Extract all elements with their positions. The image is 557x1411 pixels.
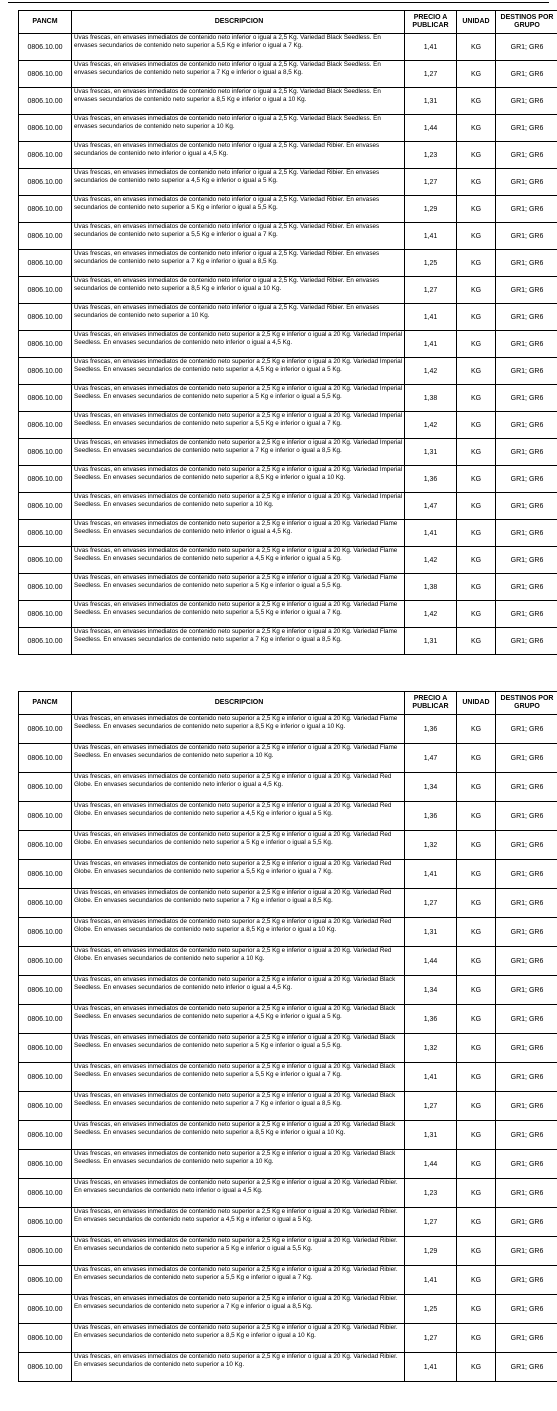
price-cell: 1,23	[405, 142, 457, 169]
table-row	[19, 1237, 557, 1266]
description-cell: Uvas frescas, en envases inmediatos de contenido neto superior a 2,5 Kg e inferior o igual a 20 Kg. Variedad Ribier. En envases secundarios de contenido neto superior a 8,5 Kg e inferior o igual a 10 Kg.	[72, 1324, 405, 1353]
unit-cell: KG	[457, 831, 496, 860]
table-row	[19, 1063, 557, 1092]
destinos-cell: GR1; GR6	[496, 34, 557, 61]
price-cell: 1,44	[405, 947, 457, 976]
description-cell: Uvas frescas, en envases inmediatos de contenido neto superior a 2,5 Kg e inferior o igual a 20 Kg. Variedad Black Seedless. En envases secundarios de contenido neto superior a 10 Kg.	[72, 1150, 405, 1179]
destinos-cell: GR1; GR6	[496, 1179, 557, 1208]
table-row	[19, 61, 557, 88]
destinos-cell: GR1; GR6	[496, 1208, 557, 1237]
price-cell: 1,42	[405, 412, 457, 439]
description-cell: Uvas frescas, en envases inmediatos de contenido neto superior a 2,5 Kg e inferior o igual a 20 Kg. Variedad Red Globe. En envases secundarios de contenido neto superior a 7 Kg e inferior o igual a 8,5 Kg.	[72, 889, 405, 918]
header-precio: PRECIO A PUBLICAR	[405, 692, 457, 715]
table-row	[19, 331, 557, 358]
unit-cell: KG	[457, 142, 496, 169]
table-row	[19, 547, 557, 574]
destinos-cell: GR1; GR6	[496, 331, 557, 358]
destinos-cell: GR1; GR6	[496, 1034, 557, 1063]
table-row	[19, 1295, 557, 1324]
destinos-cell: GR1; GR6	[496, 250, 557, 277]
price-cell: 1,23	[405, 1179, 457, 1208]
pancm-cell: 0806.10.00	[19, 196, 72, 223]
unit-cell: KG	[457, 1353, 496, 1382]
header-precio: PRECIO A PUBLICAR	[405, 11, 457, 34]
table-row	[19, 1208, 557, 1237]
unit-cell: KG	[457, 1179, 496, 1208]
price-cell: 1,47	[405, 744, 457, 773]
description-cell: Uvas frescas, en envases inmediatos de contenido neto superior a 2,5 Kg e inferior o igual a 20 Kg. Variedad Ribier. En envases secundarios de contenido neto superior a 4,5 Kg e inferior o igual a 5 Kg.	[72, 1208, 405, 1237]
table-row	[19, 1092, 557, 1121]
pancm-cell: 0806.10.00	[19, 115, 72, 142]
table-row	[19, 520, 557, 547]
unit-cell: KG	[457, 1266, 496, 1295]
destinos-cell: GR1; GR6	[496, 831, 557, 860]
destinos-cell: GR1; GR6	[496, 223, 557, 250]
unit-cell: KG	[457, 520, 496, 547]
price-cell: 1,36	[405, 715, 457, 744]
description-cell: Uvas frescas, en envases inmediatos de contenido neto superior a 2,5 Kg e inferior o igual a 20 Kg. Variedad Red Globe. En envases secundarios de contenido neto superior a 5,5 Kg e inferior o igual a 7 Kg.	[72, 860, 405, 889]
unit-cell: KG	[457, 547, 496, 574]
destinos-cell: GR1; GR6	[496, 304, 557, 331]
table-row	[19, 88, 557, 115]
pancm-cell: 0806.10.00	[19, 1208, 72, 1237]
description-cell: Uvas frescas, en envases inmediatos de contenido neto superior a 2,5 Kg e inferior o igual a 20 Kg. Variedad Flame Seedless. En envases secundarios de contenido neto superior a 4,5 Kg e inferior o igual a 5 Kg.	[72, 547, 405, 574]
price-cell: 1,31	[405, 918, 457, 947]
price-table-2	[18, 691, 557, 1382]
destinos-cell: GR1; GR6	[496, 1092, 557, 1121]
price-cell: 1,31	[405, 628, 457, 655]
description-cell: Uvas frescas, en envases inmediatos de contenido neto inferior o igual a 2,5 Kg. Variedad Ribier. En envases secundarios de contenido neto superior a 5 Kg e inferior o igual a 5,5 Kg.	[72, 196, 405, 223]
destinos-cell: GR1; GR6	[496, 947, 557, 976]
table-row	[19, 1266, 557, 1295]
header-unidad: UNIDAD	[457, 692, 496, 715]
pancm-cell: 0806.10.00	[19, 412, 72, 439]
pancm-cell: 0806.10.00	[19, 88, 72, 115]
destinos-cell: GR1; GR6	[496, 860, 557, 889]
pancm-cell: 0806.10.00	[19, 466, 72, 493]
description-cell: Uvas frescas, en envases inmediatos de contenido neto superior a 2,5 Kg e inferior o igual a 20 Kg. Variedad Imperial Seedless. En envases secundarios de contenido neto superior a 5,5 Kg e inferior o igual a 7 Kg.	[72, 412, 405, 439]
description-cell: Uvas frescas, en envases inmediatos de contenido neto superior a 2,5 Kg e inferior o igual a 20 Kg. Variedad Red Globe. En envases secundarios de contenido neto superior a 5 Kg e inferior o igual a 5,5 Kg.	[72, 831, 405, 860]
destinos-cell: GR1; GR6	[496, 1150, 557, 1179]
unit-cell: KG	[457, 744, 496, 773]
pancm-cell: 0806.10.00	[19, 628, 72, 655]
unit-cell: KG	[457, 773, 496, 802]
table-row	[19, 277, 557, 304]
unit-cell: KG	[457, 1063, 496, 1092]
header-pancm: PANCM	[19, 692, 72, 715]
description-cell: Uvas frescas, en envases inmediatos de contenido neto inferior o igual a 2,5 Kg. Variedad Black Seedless. En envases secundarios de contenido neto superior a 5,5 Kg e inferior o igual a 7 Kg.	[72, 34, 405, 61]
unit-cell: KG	[457, 115, 496, 142]
unit-cell: KG	[457, 466, 496, 493]
destinos-cell: GR1; GR6	[496, 547, 557, 574]
description-cell: Uvas frescas, en envases inmediatos de contenido neto inferior o igual a 2,5 Kg. Variedad Ribier. En envases secundarios de contenido neto superior a 8,5 Kg e inferior o igual a 10 Kg.	[72, 277, 405, 304]
pancm-cell: 0806.10.00	[19, 773, 72, 802]
description-cell: Uvas frescas, en envases inmediatos de contenido neto inferior o igual a 2,5 Kg. Variedad Black Seedless. En envases secundarios de contenido neto superior a 7 Kg e inferior o igual a 8,5 Kg.	[72, 61, 405, 88]
pancm-cell: 0806.10.00	[19, 277, 72, 304]
pancm-cell: 0806.10.00	[19, 547, 72, 574]
table-row	[19, 976, 557, 1005]
description-cell: Uvas frescas, en envases inmediatos de contenido neto superior a 2,5 Kg e inferior o igual a 20 Kg. Variedad Imperial Seedless. En envases secundarios de contenido neto superior a 10 Kg.	[72, 493, 405, 520]
price-cell: 1,41	[405, 304, 457, 331]
header-destinos: DESTINOS POR GRUPO	[496, 11, 557, 34]
destinos-cell: GR1; GR6	[496, 1237, 557, 1266]
unit-cell: KG	[457, 918, 496, 947]
description-cell: Uvas frescas, en envases inmediatos de contenido neto superior a 2,5 Kg e inferior o igual a 20 Kg. Variedad Flame Seedless. En envases secundarios de contenido neto superior a 8,5 Kg e inferior o igual a 10 Kg.	[72, 715, 405, 744]
table-row	[19, 385, 557, 412]
description-cell: Uvas frescas, en envases inmediatos de contenido neto inferior o igual a 2,5 Kg. Variedad Ribier. En envases secundarios de contenido neto superior a 5,5 Kg e inferior o igual a 7 Kg.	[72, 223, 405, 250]
description-cell: Uvas frescas, en envases inmediatos de contenido neto superior a 2,5 Kg e inferior o igual a 20 Kg. Variedad Black Seedless. En envases secundarios de contenido neto superior a 5,5 Kg e inferior o igual a 7 Kg.	[72, 1063, 405, 1092]
price-cell: 1,44	[405, 115, 457, 142]
unit-cell: KG	[457, 169, 496, 196]
pancm-cell: 0806.10.00	[19, 1266, 72, 1295]
pancm-cell: 0806.10.00	[19, 223, 72, 250]
table-row	[19, 1034, 557, 1063]
pancm-cell: 0806.10.00	[19, 250, 72, 277]
destinos-cell: GR1; GR6	[496, 61, 557, 88]
destinos-cell: GR1; GR6	[496, 1295, 557, 1324]
pancm-cell: 0806.10.00	[19, 802, 72, 831]
table-row	[19, 773, 557, 802]
header-unidad: UNIDAD	[457, 11, 496, 34]
description-cell: Uvas frescas, en envases inmediatos de contenido neto superior a 2,5 Kg e inferior o igual a 20 Kg. Variedad Flame Seedless. En envases secundarios de contenido neto inferior o igual a 4,5 Kg.	[72, 520, 405, 547]
destinos-cell: GR1; GR6	[496, 277, 557, 304]
table-row	[19, 1150, 557, 1179]
pancm-cell: 0806.10.00	[19, 34, 72, 61]
description-cell: Uvas frescas, en envases inmediatos de contenido neto superior a 2,5 Kg e inferior o igual a 20 Kg. Variedad Red Globe. En envases secundarios de contenido neto inferior o igual a 4,5 Kg.	[72, 773, 405, 802]
price-cell: 1,41	[405, 520, 457, 547]
price-cell: 1,36	[405, 1005, 457, 1034]
table-row	[19, 831, 557, 860]
description-cell: Uvas frescas, en envases inmediatos de contenido neto inferior o igual a 2,5 Kg. Variedad Black Seedless. En envases secundarios de contenido neto superior a 8,5 Kg e inferior o igual a 10 Kg.	[72, 88, 405, 115]
description-cell: Uvas frescas, en envases inmediatos de contenido neto inferior o igual a 2,5 Kg. Variedad Ribier. En envases secundarios de contenido neto inferior o igual a 4,5 Kg.	[72, 142, 405, 169]
table-row	[19, 1324, 557, 1353]
unit-cell: KG	[457, 1208, 496, 1237]
table-row	[19, 34, 557, 61]
unit-cell: KG	[457, 802, 496, 831]
price-cell: 1,42	[405, 358, 457, 385]
unit-cell: KG	[457, 715, 496, 744]
price-cell: 1,29	[405, 196, 457, 223]
table-row	[19, 574, 557, 601]
description-cell: Uvas frescas, en envases inmediatos de contenido neto superior a 2,5 Kg e inferior o igual a 20 Kg. Variedad Ribier. En envases secundarios de contenido neto superior a 7 Kg e inferior o igual a 8,5 Kg.	[72, 1295, 405, 1324]
description-cell: Uvas frescas, en envases inmediatos de contenido neto superior a 2,5 Kg e inferior o igual a 20 Kg. Variedad Imperial Seedless. En envases secundarios de contenido neto superior a 8,5 Kg e inferior o igual a 10 Kg.	[72, 466, 405, 493]
pancm-cell: 0806.10.00	[19, 331, 72, 358]
price-cell: 1,34	[405, 773, 457, 802]
description-cell: Uvas frescas, en envases inmediatos de contenido neto superior a 2,5 Kg e inferior o igual a 20 Kg. Variedad Flame Seedless. En envases secundarios de contenido neto superior a 5,5 Kg e inferior o igual a 7 Kg.	[72, 601, 405, 628]
unit-cell: KG	[457, 1150, 496, 1179]
destinos-cell: GR1; GR6	[496, 466, 557, 493]
pancm-cell: 0806.10.00	[19, 493, 72, 520]
unit-cell: KG	[457, 61, 496, 88]
unit-cell: KG	[457, 1237, 496, 1266]
destinos-cell: GR1; GR6	[496, 1324, 557, 1353]
unit-cell: KG	[457, 223, 496, 250]
description-cell: Uvas frescas, en envases inmediatos de contenido neto superior a 2,5 Kg e inferior o igual a 20 Kg. Variedad Black Seedless. En envases secundarios de contenido neto superior a 8,5 Kg e inferior o igual a 10 Kg.	[72, 1121, 405, 1150]
header-descripcion: DESCRIPCION	[72, 692, 405, 715]
price-cell: 1,25	[405, 1295, 457, 1324]
description-cell: Uvas frescas, en envases inmediatos de contenido neto superior a 2,5 Kg e inferior o igual a 20 Kg. Variedad Imperial Seedless. En envases secundarios de contenido neto superior a 7 Kg e inferior o igual a 8,5 Kg.	[72, 439, 405, 466]
price-cell: 1,25	[405, 250, 457, 277]
destinos-cell: GR1; GR6	[496, 115, 557, 142]
price-cell: 1,27	[405, 1324, 457, 1353]
price-cell: 1,41	[405, 34, 457, 61]
table-row	[19, 744, 557, 773]
destinos-cell: GR1; GR6	[496, 412, 557, 439]
description-cell: Uvas frescas, en envases inmediatos de contenido neto inferior o igual a 2,5 Kg. Variedad Black Seedless. En envases secundarios de contenido neto superior a 10 Kg.	[72, 115, 405, 142]
pancm-cell: 0806.10.00	[19, 976, 72, 1005]
table-row	[19, 1005, 557, 1034]
table-row	[19, 223, 557, 250]
price-cell: 1,34	[405, 976, 457, 1005]
table-row	[19, 358, 557, 385]
description-cell: Uvas frescas, en envases inmediatos de contenido neto superior a 2,5 Kg e inferior o igual a 20 Kg. Variedad Imperial Seedless. En envases secundarios de contenido neto superior a 4,5 Kg e inferior o igual a 5 Kg.	[72, 358, 405, 385]
unit-cell: KG	[457, 385, 496, 412]
description-cell: Uvas frescas, en envases inmediatos de contenido neto superior a 2,5 Kg e inferior o igual a 20 Kg. Variedad Ribier. En envases secundarios de contenido neto superior a 5 Kg e inferior o igual a 5,5 Kg.	[72, 1237, 405, 1266]
destinos-cell: GR1; GR6	[496, 744, 557, 773]
table-row	[19, 628, 557, 655]
pancm-cell: 0806.10.00	[19, 1092, 72, 1121]
price-cell: 1,38	[405, 574, 457, 601]
unit-cell: KG	[457, 1005, 496, 1034]
destinos-cell: GR1; GR6	[496, 1005, 557, 1034]
table-row	[19, 169, 557, 196]
description-cell: Uvas frescas, en envases inmediatos de contenido neto superior a 2,5 Kg e inferior o igual a 20 Kg. Variedad Imperial Seedless. En envases secundarios de contenido neto inferior o igual a 4,5 Kg.	[72, 331, 405, 358]
destinos-cell: GR1; GR6	[496, 889, 557, 918]
table-row	[19, 601, 557, 628]
description-cell: Uvas frescas, en envases inmediatos de contenido neto superior a 2,5 Kg e inferior o igual a 20 Kg. Variedad Ribier. En envases secundarios de contenido neto superior a 10 Kg.	[72, 1353, 405, 1382]
pancm-cell: 0806.10.00	[19, 601, 72, 628]
price-table-1	[18, 10, 557, 655]
destinos-cell: GR1; GR6	[496, 88, 557, 115]
destinos-cell: GR1; GR6	[496, 1266, 557, 1295]
destinos-cell: GR1; GR6	[496, 1063, 557, 1092]
description-cell: Uvas frescas, en envases inmediatos de contenido neto superior a 2,5 Kg e inferior o igual a 20 Kg. Variedad Red Globe. En envases secundarios de contenido neto superior a 10 Kg.	[72, 947, 405, 976]
destinos-cell: GR1; GR6	[496, 715, 557, 744]
destinos-cell: GR1; GR6	[496, 628, 557, 655]
table-row	[19, 250, 557, 277]
price-cell: 1,27	[405, 1092, 457, 1121]
table-row	[19, 439, 557, 466]
pancm-cell: 0806.10.00	[19, 169, 72, 196]
destinos-cell: GR1; GR6	[496, 802, 557, 831]
unit-cell: KG	[457, 947, 496, 976]
price-cell: 1,41	[405, 223, 457, 250]
price-cell: 1,27	[405, 1208, 457, 1237]
price-cell: 1,41	[405, 331, 457, 358]
pancm-cell: 0806.10.00	[19, 520, 72, 547]
unit-cell: KG	[457, 1034, 496, 1063]
description-cell: Uvas frescas, en envases inmediatos de contenido neto superior a 2,5 Kg e inferior o igual a 20 Kg. Variedad Black Seedless. En envases secundarios de contenido neto superior a 5 Kg e inferior o igual a 5,5 Kg.	[72, 1034, 405, 1063]
table-header-row	[19, 11, 557, 34]
table-row	[19, 918, 557, 947]
unit-cell: KG	[457, 628, 496, 655]
pancm-cell: 0806.10.00	[19, 1034, 72, 1063]
table-row	[19, 860, 557, 889]
description-cell: Uvas frescas, en envases inmediatos de contenido neto superior a 2,5 Kg e inferior o igual a 20 Kg. Variedad Flame Seedless. En envases secundarios de contenido neto superior a 5 Kg e inferior o igual a 5,5 Kg.	[72, 574, 405, 601]
destinos-cell: GR1; GR6	[496, 976, 557, 1005]
price-cell: 1,27	[405, 889, 457, 918]
description-cell: Uvas frescas, en envases inmediatos de contenido neto inferior o igual a 2,5 Kg. Variedad Ribier. En envases secundarios de contenido neto superior a 7 Kg e inferior o igual a 8,5 Kg.	[72, 250, 405, 277]
price-cell: 1,27	[405, 277, 457, 304]
pancm-cell: 0806.10.00	[19, 1005, 72, 1034]
pancm-cell: 0806.10.00	[19, 860, 72, 889]
price-cell: 1,32	[405, 1034, 457, 1063]
price-cell: 1,36	[405, 466, 457, 493]
description-cell: Uvas frescas, en envases inmediatos de contenido neto superior a 2,5 Kg e inferior o igual a 20 Kg. Variedad Red Globe. En envases secundarios de contenido neto superior a 4,5 Kg e inferior o igual a 5 Kg.	[72, 802, 405, 831]
unit-cell: KG	[457, 860, 496, 889]
table-row	[19, 1353, 557, 1382]
pancm-cell: 0806.10.00	[19, 1121, 72, 1150]
table-row	[19, 715, 557, 744]
destinos-cell: GR1; GR6	[496, 142, 557, 169]
unit-cell: KG	[457, 34, 496, 61]
unit-cell: KG	[457, 976, 496, 1005]
pancm-cell: 0806.10.00	[19, 918, 72, 947]
description-cell: Uvas frescas, en envases inmediatos de contenido neto superior a 2,5 Kg e inferior o igual a 20 Kg. Variedad Black Seedless. En envases secundarios de contenido neto inferior o igual a 4,5 Kg.	[72, 976, 405, 1005]
destinos-cell: GR1; GR6	[496, 439, 557, 466]
destinos-cell: GR1; GR6	[496, 493, 557, 520]
description-cell: Uvas frescas, en envases inmediatos de contenido neto superior a 2,5 Kg e inferior o igual a 20 Kg. Variedad Ribier. En envases secundarios de contenido neto superior a 5,5 Kg e inferior o igual a 7 Kg.	[72, 1266, 405, 1295]
pancm-cell: 0806.10.00	[19, 831, 72, 860]
unit-cell: KG	[457, 277, 496, 304]
unit-cell: KG	[457, 88, 496, 115]
table-row	[19, 412, 557, 439]
table-row	[19, 947, 557, 976]
table-row	[19, 142, 557, 169]
pancm-cell: 0806.10.00	[19, 1150, 72, 1179]
description-cell: Uvas frescas, en envases inmediatos de contenido neto superior a 2,5 Kg e inferior o igual a 20 Kg. Variedad Imperial Seedless. En envases secundarios de contenido neto superior a 5 Kg e inferior o igual a 5,5 Kg.	[72, 385, 405, 412]
description-cell: Uvas frescas, en envases inmediatos de contenido neto superior a 2,5 Kg e inferior o igual a 20 Kg. Variedad Ribier. En envases secundarios de contenido neto inferior o igual a 4,5 Kg.	[72, 1179, 405, 1208]
price-cell: 1,32	[405, 831, 457, 860]
pancm-cell: 0806.10.00	[19, 574, 72, 601]
destinos-cell: GR1; GR6	[496, 385, 557, 412]
table-row	[19, 115, 557, 142]
unit-cell: KG	[457, 250, 496, 277]
price-cell: 1,41	[405, 1353, 457, 1382]
description-cell: Uvas frescas, en envases inmediatos de contenido neto inferior o igual a 2,5 Kg. Variedad Ribier. En envases secundarios de contenido neto superior a 4,5 Kg e inferior o igual a 5 Kg.	[72, 169, 405, 196]
table-row	[19, 196, 557, 223]
description-cell: Uvas frescas, en envases inmediatos de contenido neto superior a 2,5 Kg e inferior o igual a 20 Kg. Variedad Flame Seedless. En envases secundarios de contenido neto superior a 10 Kg.	[72, 744, 405, 773]
pancm-cell: 0806.10.00	[19, 61, 72, 88]
price-cell: 1,41	[405, 1266, 457, 1295]
unit-cell: KG	[457, 304, 496, 331]
table-row	[19, 493, 557, 520]
pancm-cell: 0806.10.00	[19, 1353, 72, 1382]
top-rule	[8, 2, 549, 3]
pancm-cell: 0806.10.00	[19, 744, 72, 773]
destinos-cell: GR1; GR6	[496, 358, 557, 385]
table-row	[19, 304, 557, 331]
price-cell: 1,27	[405, 61, 457, 88]
price-cell: 1,27	[405, 169, 457, 196]
destinos-cell: GR1; GR6	[496, 196, 557, 223]
price-cell: 1,29	[405, 1237, 457, 1266]
destinos-cell: GR1; GR6	[496, 169, 557, 196]
table-row	[19, 1121, 557, 1150]
price-cell: 1,47	[405, 493, 457, 520]
destinos-cell: GR1; GR6	[496, 1353, 557, 1382]
pancm-cell: 0806.10.00	[19, 1237, 72, 1266]
pancm-cell: 0806.10.00	[19, 715, 72, 744]
pancm-cell: 0806.10.00	[19, 1063, 72, 1092]
unit-cell: KG	[457, 196, 496, 223]
pancm-cell: 0806.10.00	[19, 1324, 72, 1353]
unit-cell: KG	[457, 493, 496, 520]
unit-cell: KG	[457, 1092, 496, 1121]
header-destinos: DESTINOS POR GRUPO	[496, 692, 557, 715]
destinos-cell: GR1; GR6	[496, 601, 557, 628]
table-header-row	[19, 692, 557, 715]
pancm-cell: 0806.10.00	[19, 889, 72, 918]
description-cell: Uvas frescas, en envases inmediatos de contenido neto inferior o igual a 2,5 Kg. Variedad Ribier. En envases secundarios de contenido neto superior a 10 Kg.	[72, 304, 405, 331]
table-row	[19, 802, 557, 831]
price-cell: 1,31	[405, 1121, 457, 1150]
header-pancm: PANCM	[19, 11, 72, 34]
pancm-cell: 0806.10.00	[19, 439, 72, 466]
price-cell: 1,36	[405, 802, 457, 831]
pancm-cell: 0806.10.00	[19, 142, 72, 169]
table-row	[19, 466, 557, 493]
description-cell: Uvas frescas, en envases inmediatos de contenido neto superior a 2,5 Kg e inferior o igual a 20 Kg. Variedad Red Globe. En envases secundarios de contenido neto superior a 8,5 Kg e inferior o igual a 10 Kg.	[72, 918, 405, 947]
header-descripcion: DESCRIPCION	[72, 11, 405, 34]
price-cell: 1,42	[405, 601, 457, 628]
unit-cell: KG	[457, 889, 496, 918]
unit-cell: KG	[457, 412, 496, 439]
price-cell: 1,41	[405, 860, 457, 889]
destinos-cell: GR1; GR6	[496, 918, 557, 947]
description-cell: Uvas frescas, en envases inmediatos de contenido neto superior a 2,5 Kg e inferior o igual a 20 Kg. Variedad Flame Seedless. En envases secundarios de contenido neto superior a 7 Kg e inferior o igual a 8,5 Kg.	[72, 628, 405, 655]
unit-cell: KG	[457, 574, 496, 601]
unit-cell: KG	[457, 601, 496, 628]
pancm-cell: 0806.10.00	[19, 358, 72, 385]
description-cell: Uvas frescas, en envases inmediatos de contenido neto superior a 2,5 Kg e inferior o igual a 20 Kg. Variedad Black Seedless. En envases secundarios de contenido neto superior a 7 Kg e inferior o igual a 8,5 Kg.	[72, 1092, 405, 1121]
destinos-cell: GR1; GR6	[496, 773, 557, 802]
price-cell: 1,42	[405, 547, 457, 574]
destinos-cell: GR1; GR6	[496, 574, 557, 601]
pancm-cell: 0806.10.00	[19, 947, 72, 976]
price-cell: 1,31	[405, 439, 457, 466]
unit-cell: KG	[457, 1295, 496, 1324]
price-cell: 1,31	[405, 88, 457, 115]
price-cell: 1,44	[405, 1150, 457, 1179]
unit-cell: KG	[457, 1324, 496, 1353]
destinos-cell: GR1; GR6	[496, 1121, 557, 1150]
table-row	[19, 889, 557, 918]
unit-cell: KG	[457, 439, 496, 466]
unit-cell: KG	[457, 358, 496, 385]
description-cell: Uvas frescas, en envases inmediatos de contenido neto superior a 2,5 Kg e inferior o igual a 20 Kg. Variedad Black Seedless. En envases secundarios de contenido neto superior a 4,5 Kg e inferior o igual a 5 Kg.	[72, 1005, 405, 1034]
destinos-cell: GR1; GR6	[496, 520, 557, 547]
price-cell: 1,38	[405, 385, 457, 412]
pancm-cell: 0806.10.00	[19, 1295, 72, 1324]
pancm-cell: 0806.10.00	[19, 304, 72, 331]
table-row	[19, 1179, 557, 1208]
pancm-cell: 0806.10.00	[19, 1179, 72, 1208]
unit-cell: KG	[457, 1121, 496, 1150]
pancm-cell: 0806.10.00	[19, 385, 72, 412]
price-cell: 1,41	[405, 1063, 457, 1092]
unit-cell: KG	[457, 331, 496, 358]
